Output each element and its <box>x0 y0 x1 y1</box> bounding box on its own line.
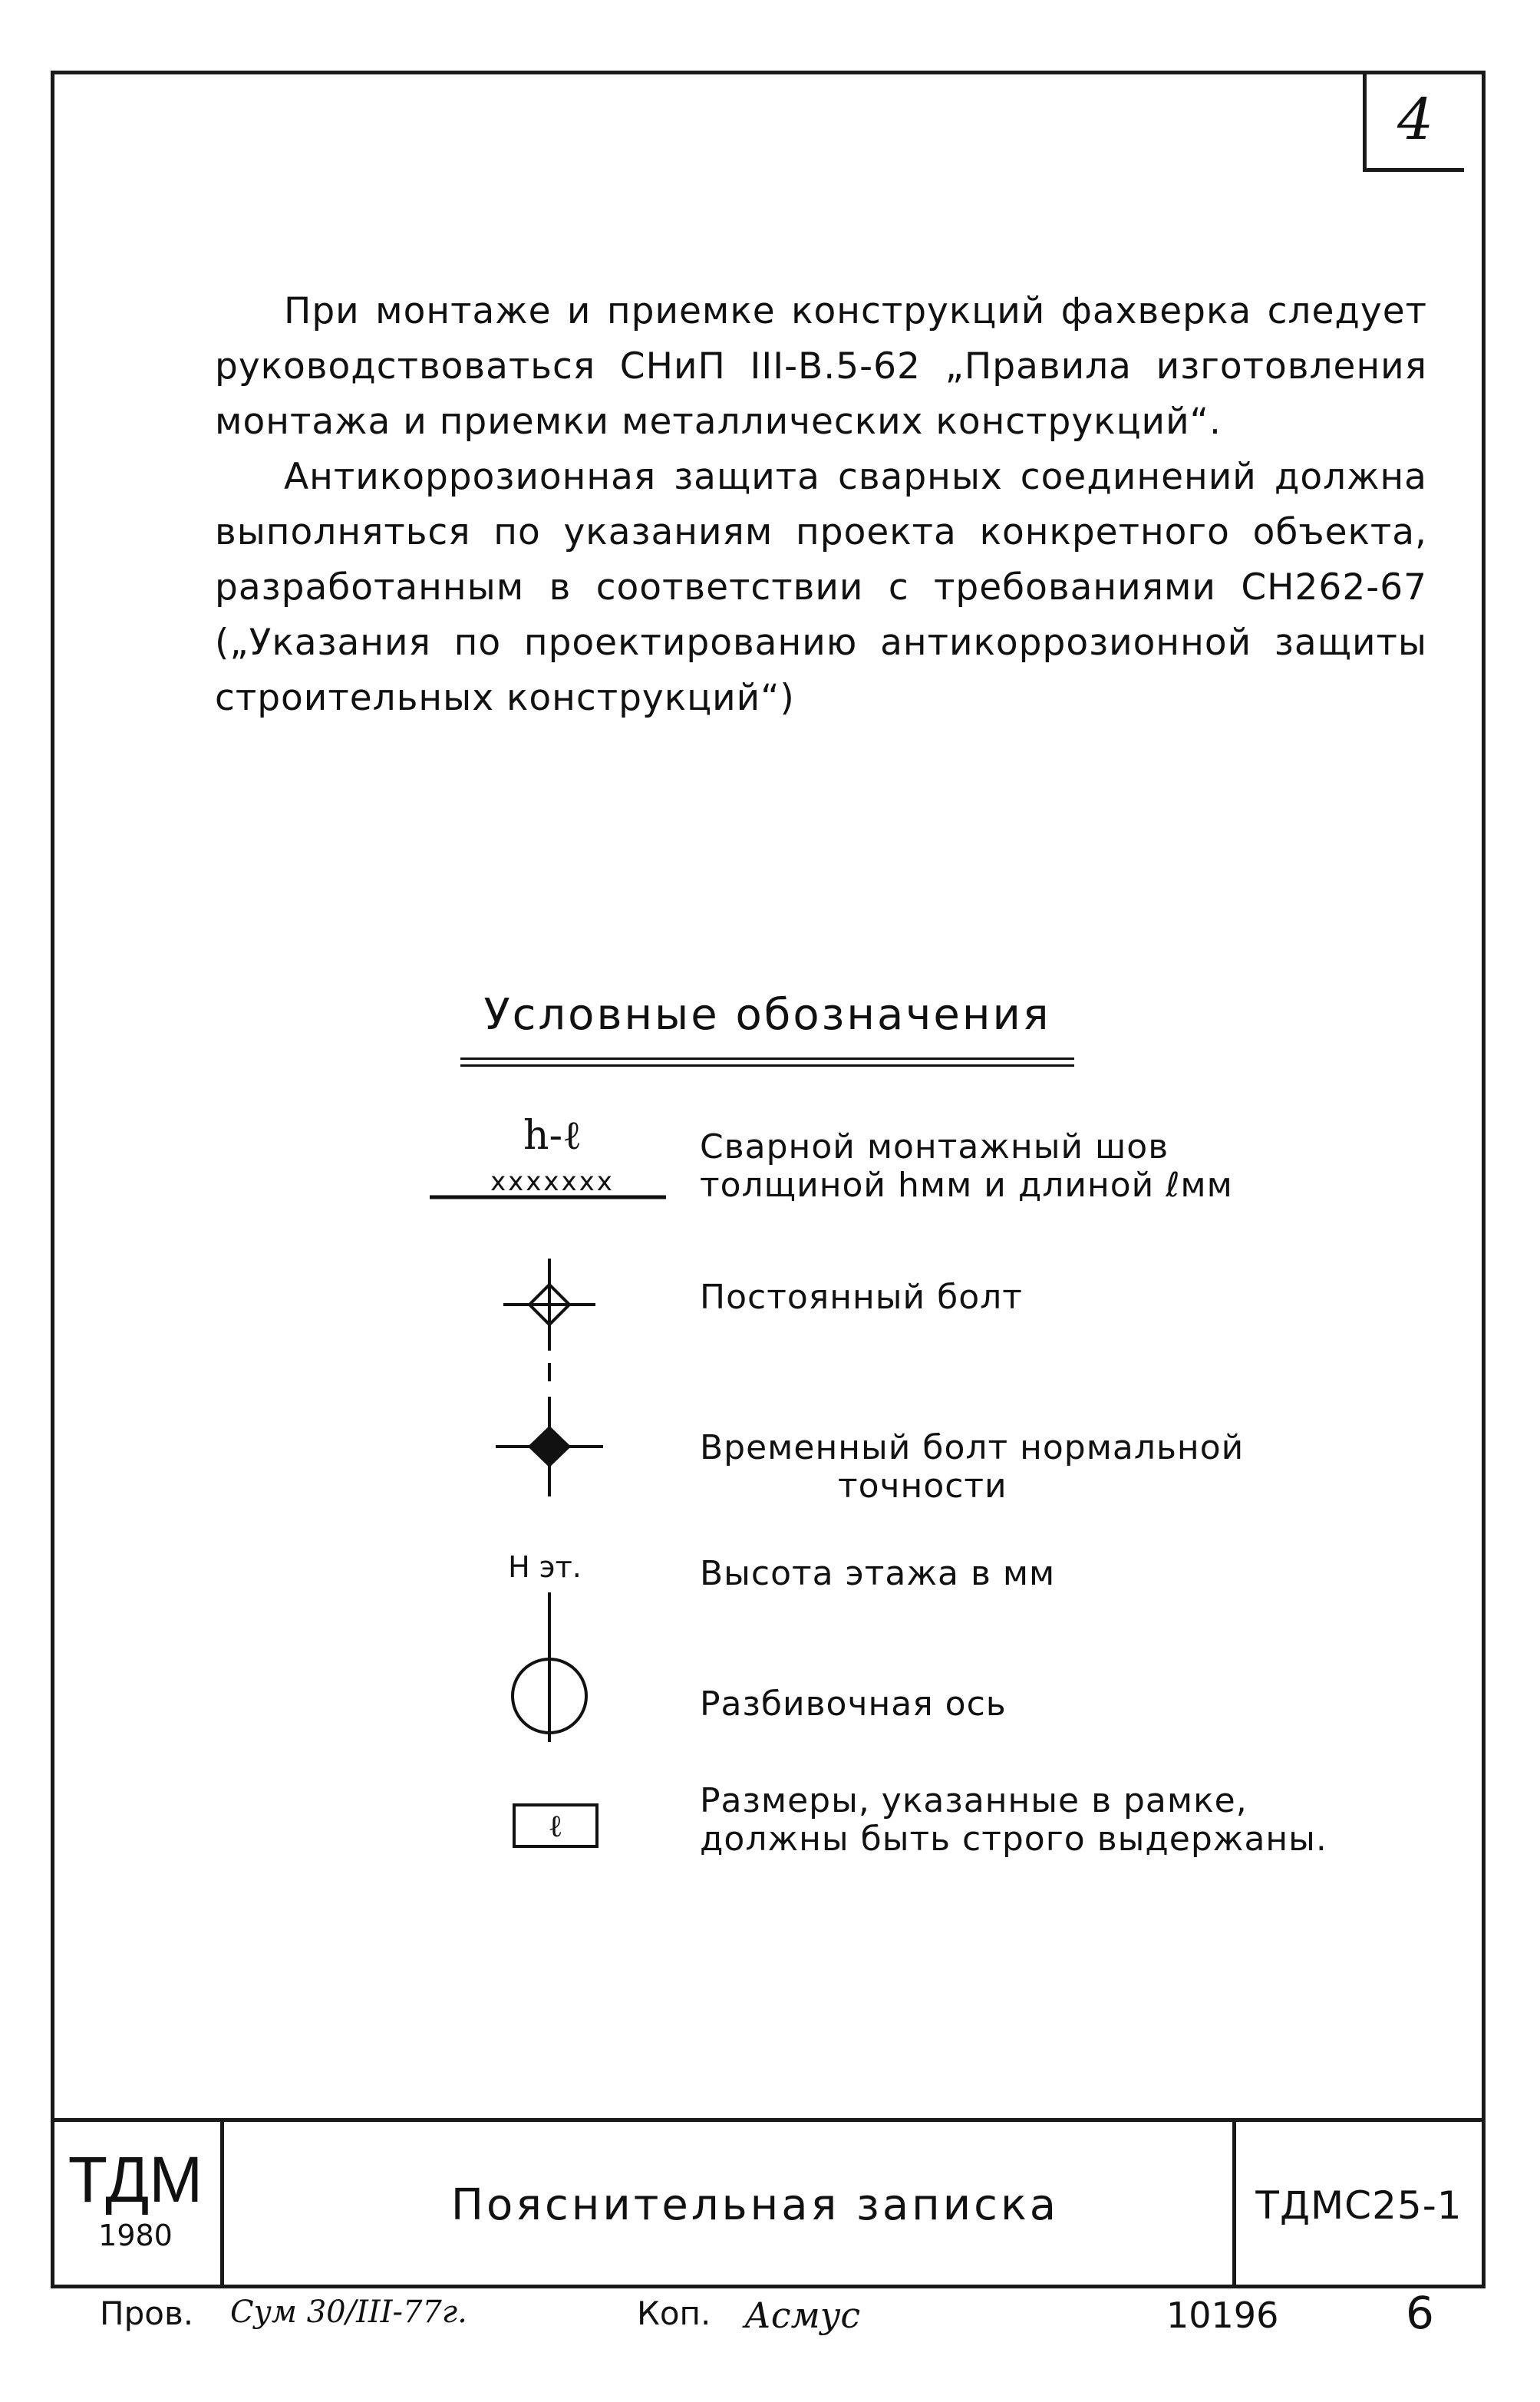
organization-year: 1980 <box>98 2219 173 2252</box>
temporary-bolt-icon <box>496 1397 603 1496</box>
framed-dimension-symbol: ℓ <box>513 1803 599 1848</box>
inventory-number: 10196 <box>1166 2295 1279 2336</box>
note-paragraph-1: При монтаже и приемке конструкций фахверка следует руководствоваться СНиП III-В.5-62 „Правила изготовления монтажа и приемки металлических конструкций“. <box>215 290 1427 443</box>
storey-height-label: Н эт. <box>508 1550 582 1584</box>
legend-framed-line2: должны быть строго выдержаны. <box>700 1820 1327 1859</box>
organization-logo: ТДМ <box>68 2143 203 2216</box>
legend-temporary-bolt-line1: Временный болт нормальной <box>700 1428 1245 1467</box>
permanent-bolt-icon <box>503 1259 595 1381</box>
copied-by-signature: Асмус <box>744 2295 861 2336</box>
legend-weld-line2: толщиной hмм и длиной ℓмм <box>700 1166 1233 1205</box>
title-block-organization <box>51 2122 224 2288</box>
weld-symbol-marks: xxxxxxx <box>490 1166 615 1197</box>
legend-title: Условные обозначения <box>483 990 1051 1040</box>
page-number: 6 <box>1406 2287 1434 2339</box>
legend-weld-line1: Сварной монтажный шов <box>700 1127 1169 1166</box>
legend-temporary-bolt-line2: точности <box>838 1467 1007 1506</box>
note-paragraph-2: Антикоррозионная защита сварных соединений должна выполняться по указаниям проекта конкретного объекта, разработанным в соответствии с требованиями СН262-67 („Указания по проектированию антикоррозионной защиты строительных конструкций“) <box>215 456 1427 719</box>
legend-framed-dimension-description <box>700 1782 1327 1859</box>
axis-marker-icon <box>513 1650 586 1742</box>
checked-by-signature: Сум 30/III-77г. <box>230 2295 467 2330</box>
legend-storey-height-description: Высота этажа в мм <box>700 1554 1056 1593</box>
title-block <box>51 2118 1486 2288</box>
legend-temporary-bolt-description <box>700 1429 1244 1506</box>
legend-framed-line1: Размеры, указанные в рамке, <box>700 1781 1248 1820</box>
document-code: ТДМС25-1 <box>1232 2122 1482 2288</box>
legend-axis-description: Разбивочная ось <box>700 1684 1007 1724</box>
copied-by-label: Коп. <box>637 2295 711 2332</box>
legend-permanent-bolt-description: Постоянный болт <box>700 1278 1023 1317</box>
document-title: Пояснительная записка <box>450 2180 1060 2230</box>
sheet-number: 4 <box>1363 71 1464 172</box>
weld-symbol-label: h-ℓ <box>523 1113 582 1159</box>
checked-by-label: Пров. <box>100 2295 194 2332</box>
